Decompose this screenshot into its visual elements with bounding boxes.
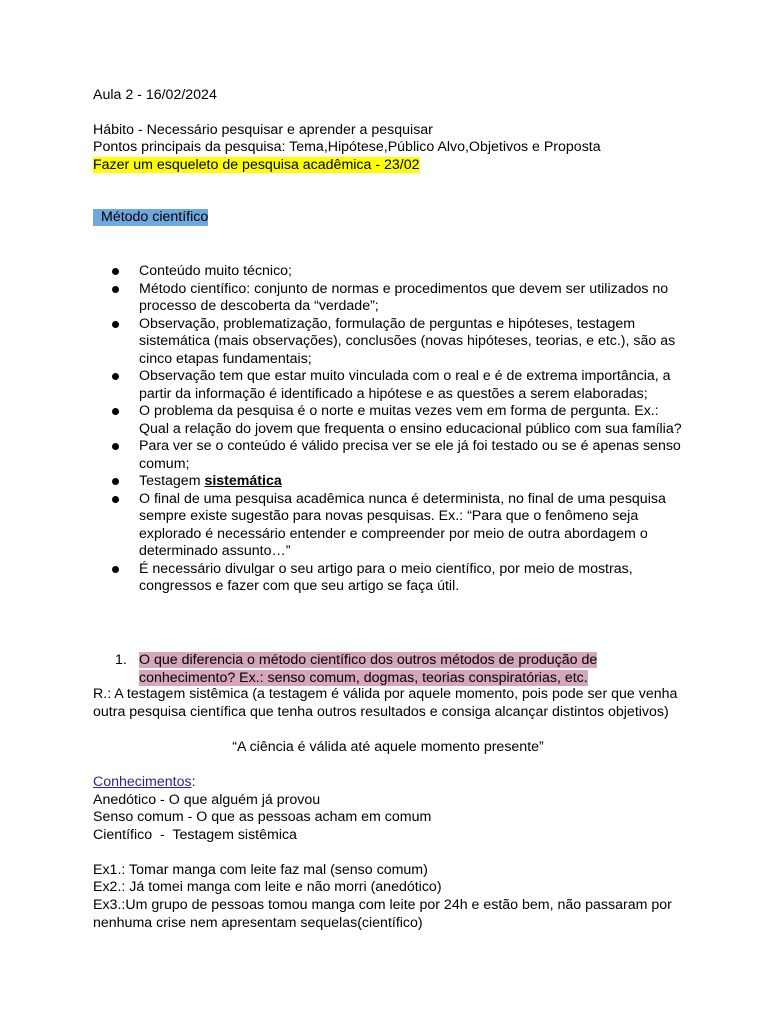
section-heading: [93, 209, 208, 227]
knowledge-anecdotal: Anedótico - O que alguém já provou: [93, 792, 321, 808]
knowledge-title: Conhecimentos: [93, 774, 192, 790]
bullet-icon: [112, 286, 119, 293]
bullet-list: [112, 263, 682, 596]
task-line: [93, 157, 420, 175]
knowledge-scientific: Científico - Testagem sistêmica: [93, 827, 297, 843]
habit-line: Hábito - Necessário pesquisar e aprender a pesquisar: [93, 122, 433, 138]
task-highlight: Fazer um esqueleto de pesquisa acadêmica - 23/02: [93, 157, 420, 173]
answer-paragraph: R.: A testagem sistêmica (a testagem é válida por aquele momento, pois pode ser que venha outra pesquisa científica que tenha outros resultados e consiga alcançar distintos objetivos): [93, 686, 678, 720]
quote-line: “A ciência é válida até aquele momento presente”: [232, 739, 544, 755]
list-item: O problema da pesquisa é o norte e muitas vezes vem em forma de pergunta. Ex.: Qual a relação do jovem que frequenta o ensino educacional público com sua família?: [112, 403, 682, 438]
list-item: É necessário divulgar o seu artigo para o meio científico, por meio de mostras, congressos e fazer com que seu artigo se faça útil.: [112, 561, 682, 596]
bullet-icon: [112, 478, 119, 485]
section-title: Método científico: [93, 209, 208, 226]
bullet-icon: [112, 321, 119, 328]
bullet-icon: [112, 566, 119, 573]
bullet-icon: [112, 373, 119, 380]
list-item: Conteúdo muito técnico;: [112, 263, 682, 281]
bullet-icon: [112, 268, 119, 275]
knowledge-heading: Conhecimentos:: [93, 774, 196, 790]
bullet-icon: [112, 443, 119, 450]
bullet-icon: [112, 408, 119, 415]
bullet-icon: [112, 496, 119, 503]
list-item: Observação, problematização, formulação de perguntas e hipóteses, testagem sistemática (mais observações), conclusões (novas hipóteses, teorias, e etc.), são as cinco etapas fundamentais;: [112, 316, 682, 369]
example-2: Ex2.: Já tomei manga com leite e não morri (anedótico): [93, 879, 442, 895]
list-item: Para ver se o conteúdo é válido precisa ver se ele já foi testado ou se é apenas senso comum;: [112, 438, 682, 473]
list-item: Observação tem que estar muito vinculada com o real e é de extrema importância, a partir da informação é identificado a hipótese e as questões a serem elaboradas;: [112, 368, 682, 403]
list-item: Testagem sistemática: [112, 473, 682, 491]
question-number: 1.: [115, 652, 127, 668]
lesson-date: Aula 2 - 16/02/2024: [93, 87, 217, 103]
sistematica-emphasis: sistemática: [204, 473, 282, 489]
list-item: Método científico: conjunto de normas e procedimentos que devem ser utilizados no processo de descoberta da “verdade”;: [112, 281, 682, 316]
example-1: Ex1.: Tomar manga com leite faz mal (senso comum): [93, 862, 428, 878]
example-3: Ex3.:Um grupo de pessoas tomou manga com leite por 24h e estão bem, não passaram por nenhuma crise nem apresentam sequelas(científico): [93, 897, 672, 931]
list-item: O final de uma pesquisa acadêmica nunca é determinista, no final de uma pesquisa sempre existe sugestão para novas pesquisas. Ex.: “Para que o fenômeno seja explorado é necessário entender e compreender por meio de outra abordagem o determinado assunto…”: [112, 491, 682, 561]
knowledge-common-sense: Senso comum - O que as pessoas acham em comum: [93, 809, 432, 825]
question-text: O que diferencia o método científico dos outros métodos de produção de conhecimento? Ex.: senso comum, dogmas, teorias conspiratórias, etc.: [139, 652, 598, 686]
research-points-line: Pontos principais da pesquisa: Tema,Hipótese,Público Alvo,Objetivos e Proposta: [93, 139, 601, 155]
